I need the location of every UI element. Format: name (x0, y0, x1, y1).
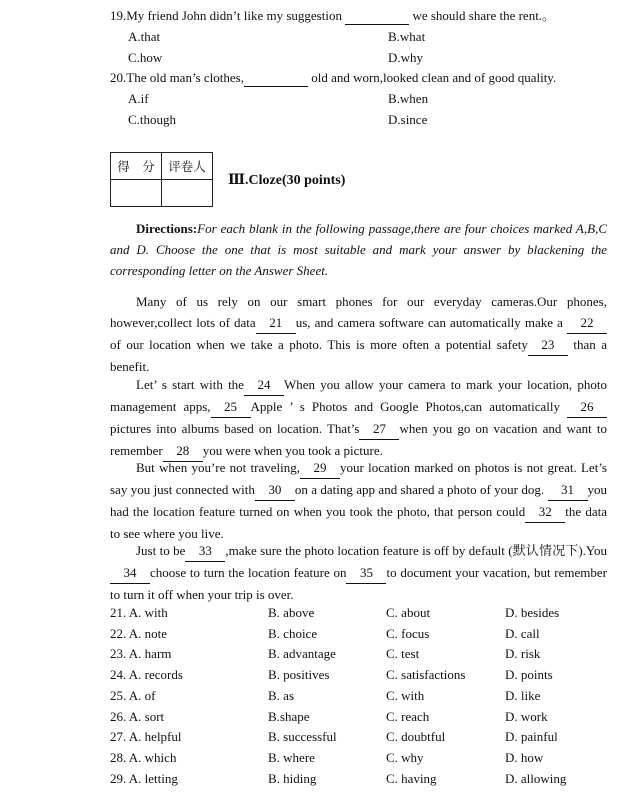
option-d: D.since (388, 112, 428, 127)
option-b: B.what (388, 29, 426, 44)
option-c: C.though (128, 112, 177, 127)
grader-cell (162, 180, 213, 207)
answer-blank (244, 70, 308, 87)
blank-25: 25 (211, 396, 251, 418)
blank-26: 26 (567, 396, 607, 418)
blank-29: 29 (300, 457, 340, 479)
option-b: B.when (388, 91, 429, 106)
blank-27: 27 (359, 418, 399, 440)
passage-paragraph: Let’ s start with the 24 When you allow your camera to mark your location, photo management apps, 25 Apple ’ s Photos and Google Photos,can automatically 26pictures into albums based on location. That’s 27 when you go on vacation and want to remember 28 you were when you took a picture. (110, 374, 607, 462)
blank-33: 33 (185, 540, 225, 562)
question-20: 20.The old man’s clothes, old and worn,looked clean and of good quality. (110, 70, 557, 85)
passage-paragraph: Many of us rely on our smart phones for our everyday cameras.Our phones, however,collect lots of data 21 us, and camera software can automatically make a 22of our location when we take a photo. This is more often a potential safety 23 than a benefit. (110, 294, 608, 374)
question-19: 19.My friend John didn’t like my suggestion we should share the rent.。 (110, 8, 556, 23)
blank-30: 30 (255, 479, 295, 501)
blank-32: 32 (525, 501, 565, 523)
blank-22: 22 (567, 312, 607, 334)
blank-21: 21 (256, 312, 296, 334)
section-title: Ⅲ.Cloze(30 points) (228, 173, 346, 188)
option-a: A.that (128, 29, 161, 44)
score-header: 得 分 (111, 153, 162, 180)
option-c: C.how (128, 50, 163, 65)
option-d: D.why (388, 50, 424, 65)
option-a: A.if (128, 91, 149, 106)
directions: Directions:For each blank in the following passage,there are four choices marked A,B,C and D. Choose the one that is most suitable and mark your answer by blackening the corresponding letter on the Answer Sheet. (110, 221, 607, 278)
blank-35: 35 (346, 562, 386, 584)
blank-28: 28 (163, 440, 203, 462)
grader-header: 评卷人 (162, 153, 213, 180)
blank-31: 31 (548, 479, 588, 501)
passage-paragraph: Just to be 33 ,make sure the photo location feature is off by default (默认情况下).You34 choose to turn the location feature on 35 to document your vacation, but remember to turn it off when your trip is over. (110, 540, 607, 605)
blank-24: 24 (244, 374, 284, 396)
score-table (110, 152, 213, 207)
score-cell (111, 180, 162, 207)
blank-23: 23 (528, 334, 568, 356)
passage-paragraph: But when you’re not traveling, 29 your location marked on photos is not great. Let’s say you just connected with 30 on a dating app and shared a photo of your dog. 31 you had the location feature turned on when you took the photo, that person could 32 the data to see where you live. (110, 457, 607, 544)
answer-blank (345, 8, 409, 25)
blank-34: 34 (110, 562, 150, 584)
